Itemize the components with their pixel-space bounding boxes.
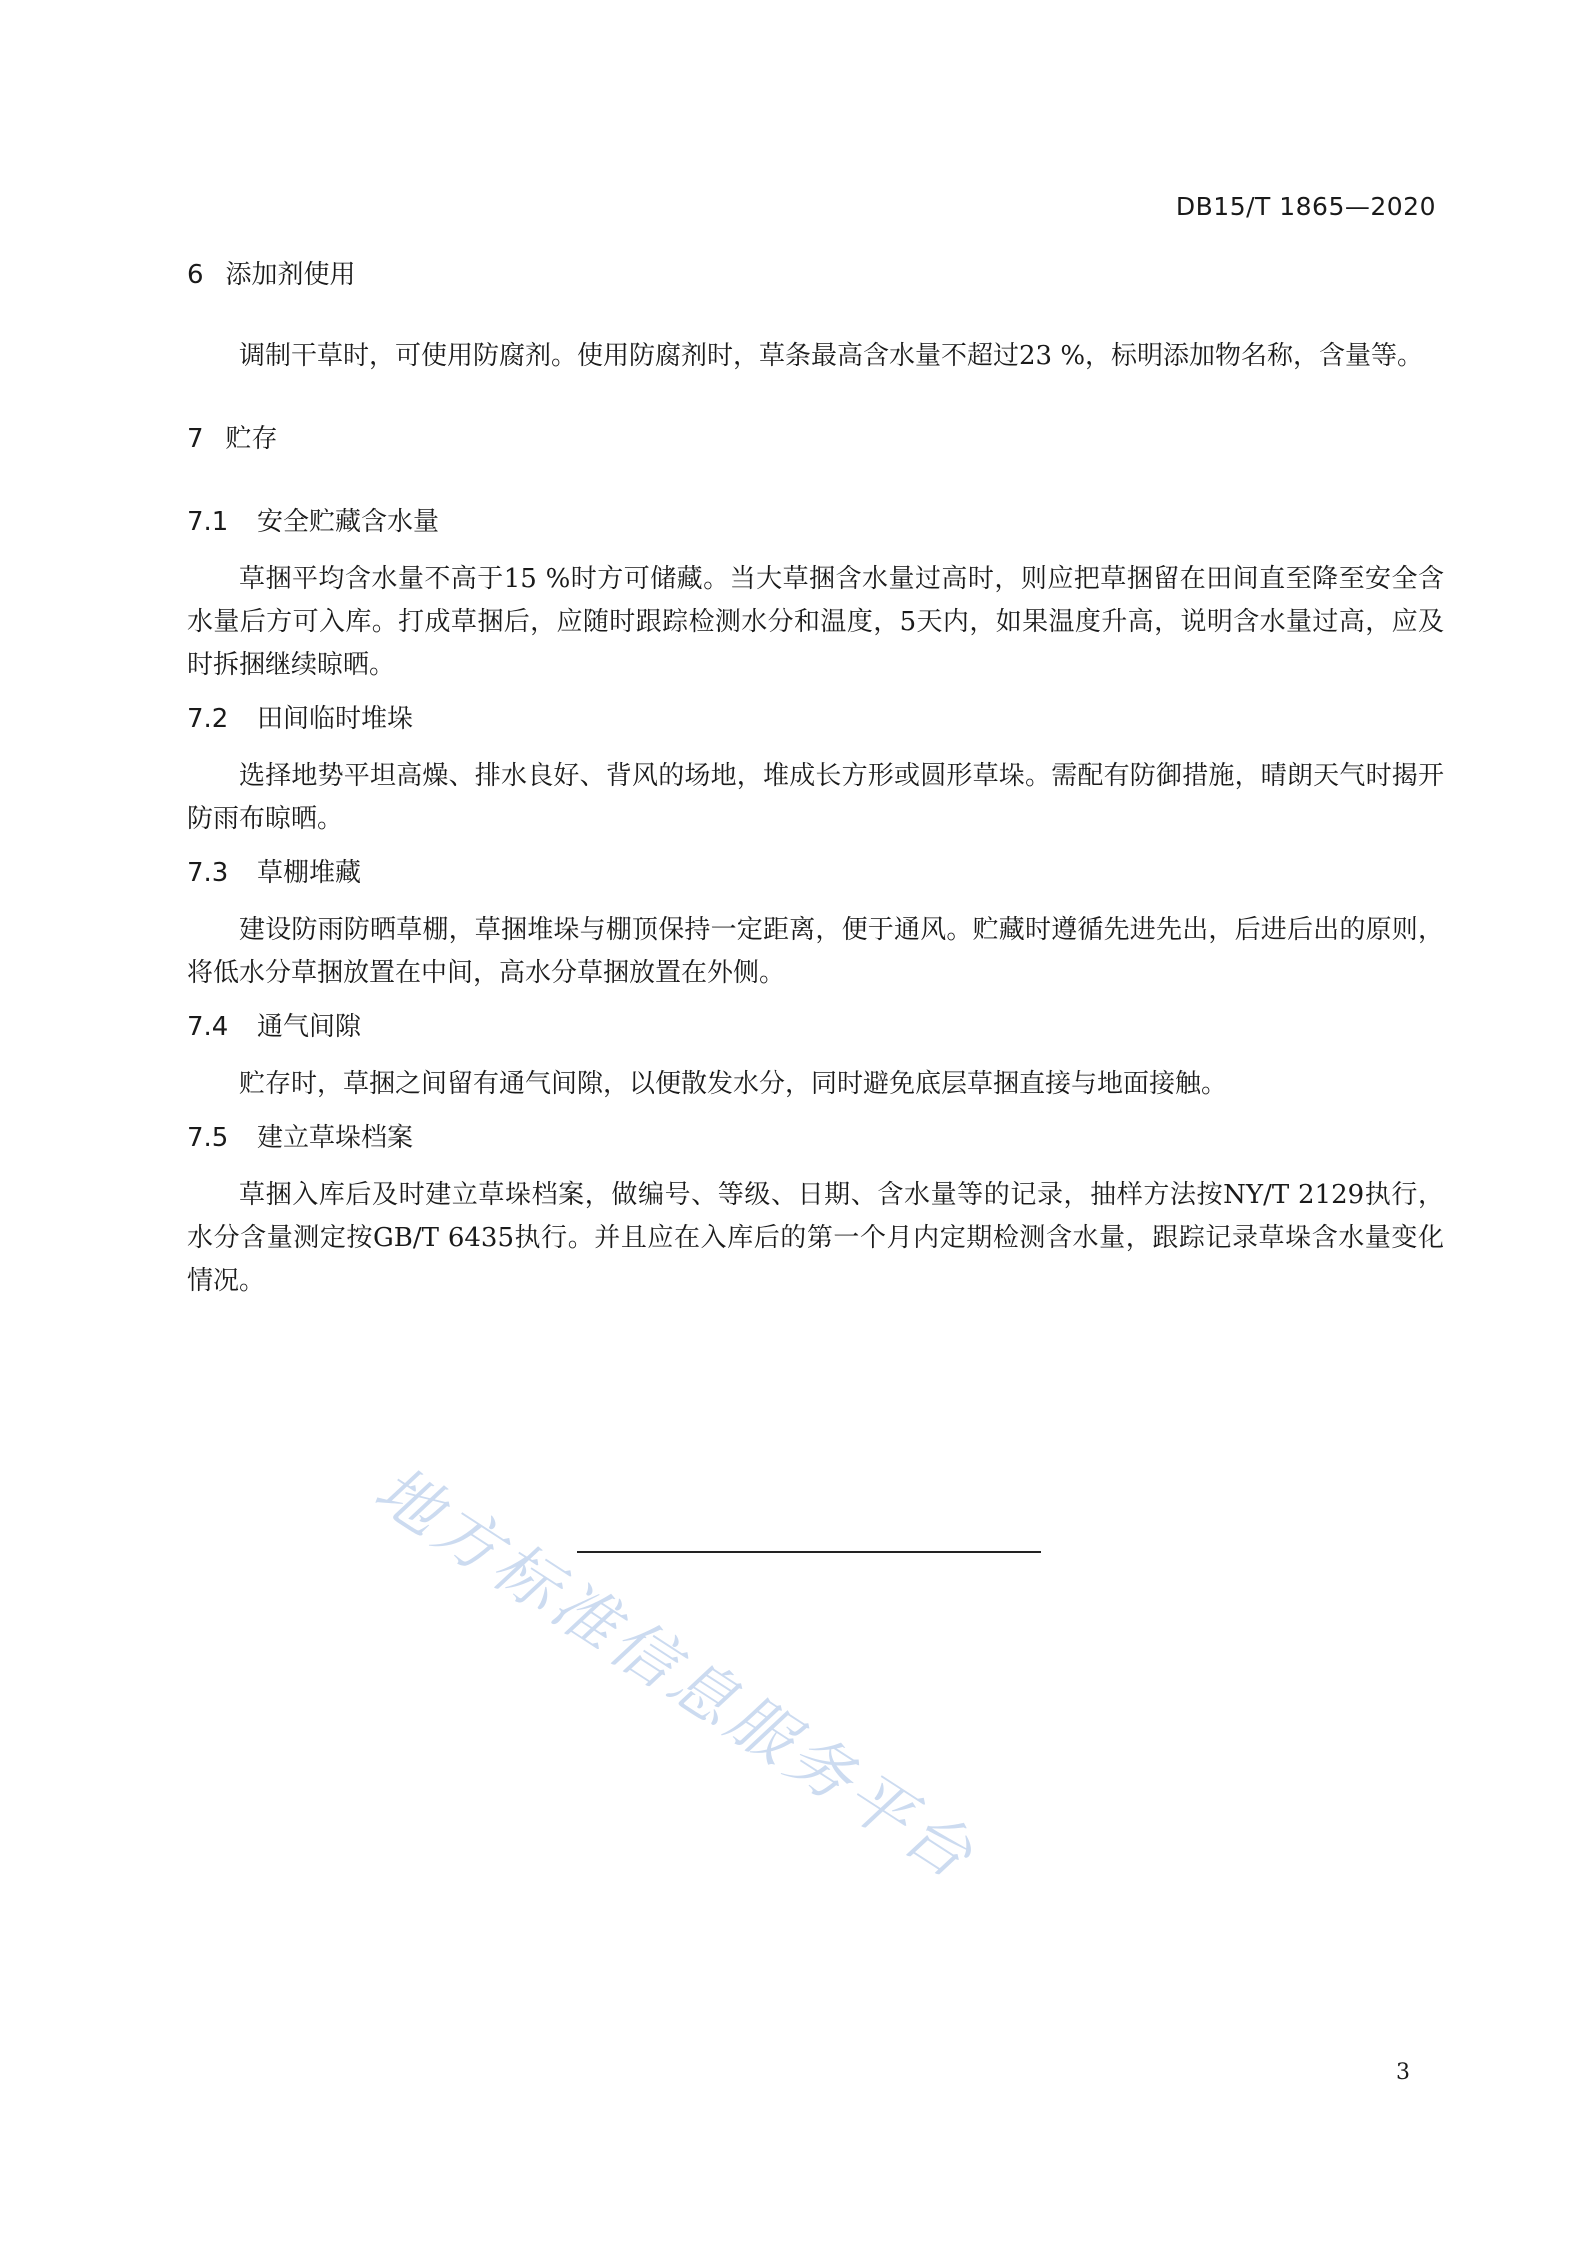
subsection-7-4-paragraph: 贮存时，草捆之间留有通气间隙，以便散发水分，同时避免底层草捆直接与地面接触。 (239, 1069, 1228, 1099)
subsection-title: 通气间隙 (257, 1012, 362, 1042)
subsection-7-5-heading (187, 1118, 1444, 1158)
subsection-number: 7.4 (187, 1012, 229, 1042)
end-of-document-rule (577, 1551, 1041, 1553)
subsection-title: 安全贮藏含水量 (257, 507, 440, 537)
subsection-7-2-paragraph: 选择地势平坦高燥、排水良好、背风的场地，堆成长方形或圆形草垛。需配有防御措施，晴朗天气时揭开防雨布晾晒。 (187, 761, 1444, 834)
subsection-title: 建立草垛档案 (257, 1123, 414, 1153)
subsection-number: 7.5 (187, 1123, 229, 1153)
subsection-7-5-paragraph: 草捆入库后及时建立草垛档案，做编号、等级、日期、含水量等的记录，抽样方法按NY/T 2129执行，水分含量测定按GB/T 6435执行。并且应在入库后的第一个月内定期检测含水量，跟踪记录草垛含水量变化情况。 (187, 1180, 1444, 1296)
section-6-paragraph: 调制干草时，可使用防腐剂。使用防腐剂时，草条最高含水量不超过23 %，标明添加物名称，含量等。 (239, 341, 1424, 371)
section-number: 6 (187, 260, 204, 290)
subsection-7-4-heading (187, 1007, 1444, 1047)
section-title: 贮存 (225, 424, 278, 454)
section-6-heading (187, 255, 1444, 295)
document-body (187, 255, 1444, 1303)
subsection-title: 田间临时堆垛 (257, 704, 414, 734)
subsection-number: 7.1 (187, 507, 229, 537)
subsection-7-3-paragraph: 建设防雨防晒草棚，草捆堆垛与棚顶保持一定距离，便于通风。贮藏时遵循先进先出，后进后出的原则，将低水分草捆放置在中间，高水分草捆放置在外侧。 (187, 915, 1444, 988)
subsection-7-1-paragraph: 草捆平均含水量不高于15 %时方可储藏。当大草捆含水量过高时，则应把草捆留在田间直至降至安全含水量后方可入库。打成草捆后，应随时跟踪检测水分和温度，5天内，如果温度升高，说明含水量过高，应及时拆捆继续晾晒。 (187, 564, 1444, 680)
subsection-7-2-heading (187, 699, 1444, 739)
subsection-7-3-heading (187, 853, 1444, 893)
watermark-text: 地方标准信息服务平台 (361, 1452, 989, 1896)
section-title: 添加剂使用 (225, 260, 356, 290)
page-number: 3 (1396, 2060, 1410, 2085)
document-code: DB15/T 1865—2020 (1175, 192, 1436, 221)
subsection-7-1-heading (187, 502, 1444, 542)
subsection-title: 草棚堆藏 (257, 858, 362, 888)
section-7-heading (187, 419, 1444, 459)
subsection-number: 7.3 (187, 858, 229, 888)
subsection-number: 7.2 (187, 704, 229, 734)
section-number: 7 (187, 424, 204, 454)
